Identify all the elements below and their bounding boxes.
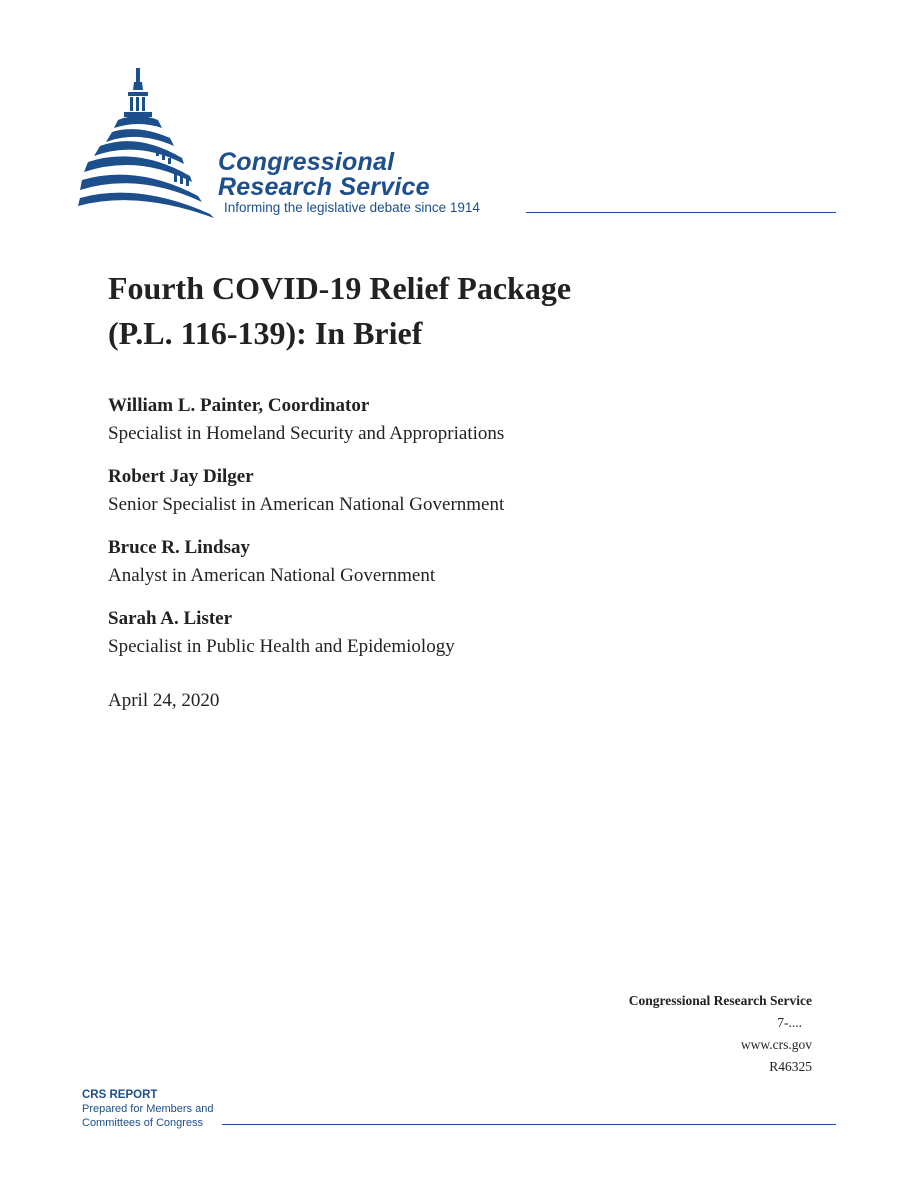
publisher-org: Congressional Research Service <box>628 993 812 1008</box>
logo-tagline: Informing the legislative debate since 1914 <box>224 200 480 215</box>
footer-divider <box>222 1124 836 1125</box>
report-title-line1: Fourth COVID-19 Relief Package <box>108 270 572 306</box>
report-number: R46325 <box>769 1059 812 1074</box>
report-title <box>108 266 808 356</box>
publication-date: April 24, 2020 <box>108 690 220 711</box>
footer-report-label: CRS REPORT <box>82 1089 158 1101</box>
author-name: Bruce R. Lindsay <box>108 537 250 558</box>
author-title: Specialist in Public Health and Epidemiology <box>108 636 455 657</box>
crs-report-footer <box>82 1088 213 1130</box>
publisher-code: 7-.... <box>777 1015 802 1030</box>
capitol-dome-icon <box>78 66 218 226</box>
author-name: William L. Painter, Coordinator <box>108 395 370 416</box>
author-entry <box>108 534 808 590</box>
author-name: Sarah A. Lister <box>108 608 233 629</box>
logo-wordmark-line1: Congressional <box>218 148 395 176</box>
author-name: Robert Jay Dilger <box>108 466 254 487</box>
logo-wordmark-line2: Research Service <box>218 173 430 201</box>
author-title: Specialist in Homeland Security and Appropriations <box>108 423 505 444</box>
author-list <box>108 392 808 676</box>
footer-prepared-for: Prepared for Members and <box>82 1103 214 1115</box>
author-entry <box>108 463 808 519</box>
report-title-line2: (P.L. 116-139): In Brief <box>108 315 423 351</box>
crs-logo <box>78 66 838 226</box>
publisher-website: www.crs.gov <box>740 1037 812 1052</box>
author-entry <box>108 605 808 661</box>
author-entry <box>108 392 808 448</box>
author-title: Analyst in American National Government <box>108 565 436 586</box>
author-title: Senior Specialist in American National Government <box>108 494 505 515</box>
logo-divider <box>526 212 836 213</box>
publisher-info <box>629 990 812 1078</box>
footer-committees: Committees of Congress <box>82 1117 204 1129</box>
